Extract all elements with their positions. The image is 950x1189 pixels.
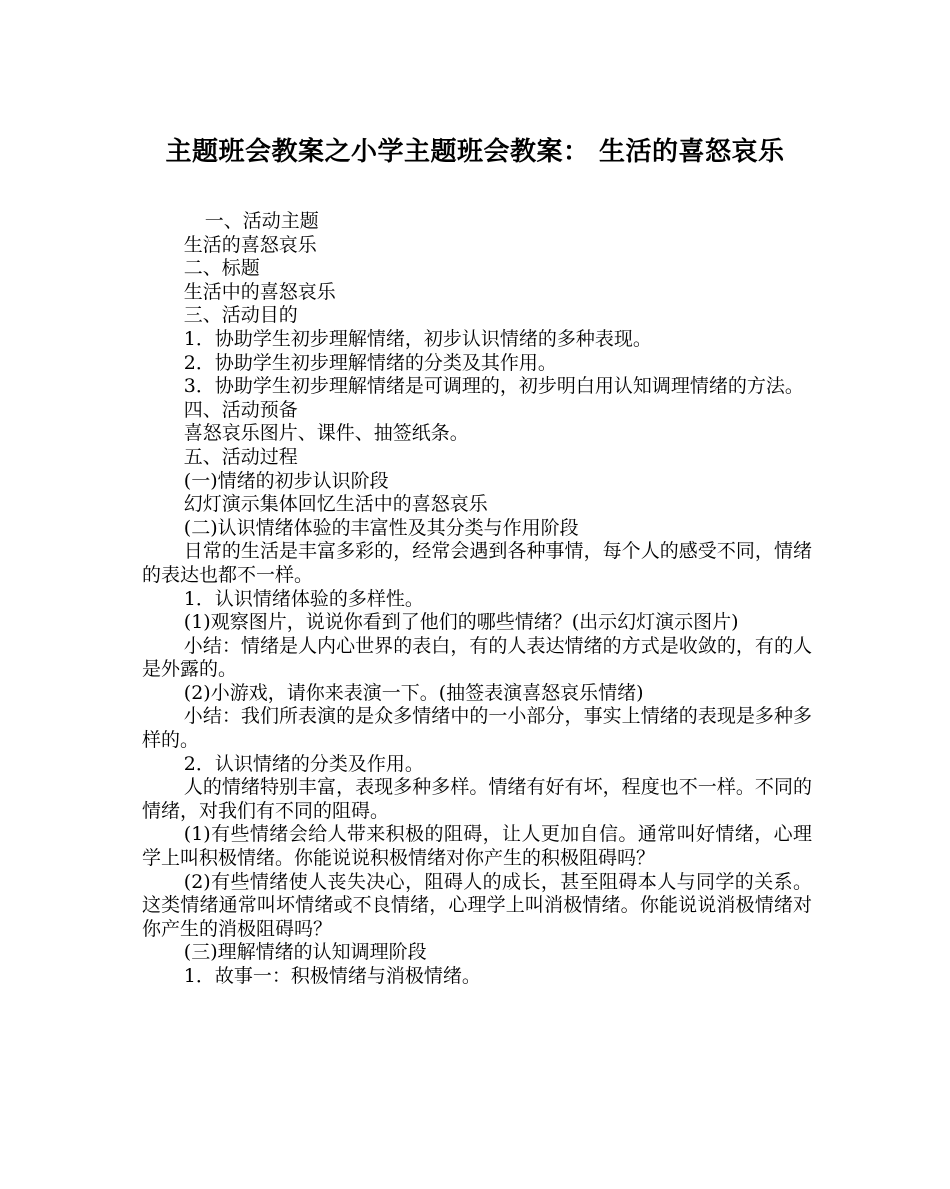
paragraph: 2．协助学生初步理解情绪的分类及其作用。 xyxy=(183,351,557,374)
paragraph: 喜怒哀乐图片、课件、抽签纸条。 xyxy=(183,422,469,445)
paragraph: (三)理解情绪的认知调理阶段 xyxy=(183,941,427,964)
paragraph: 一、活动主题 xyxy=(204,210,319,232)
paragraph: 人的情绪特别丰富，表现多种多样。情绪有好有坏，程度也不一样。不同的情绪，对我们有不同的阻碍。 xyxy=(142,776,812,822)
paragraph: 二、标题 xyxy=(183,257,260,280)
paragraph: 2．认识情绪的分类及作用。 xyxy=(183,752,424,775)
paragraph: 幻灯演示集体回忆生活中的喜怒哀乐 xyxy=(183,493,488,516)
paragraph: (二)认识情绪体验的丰富性及其分类与作用阶段 xyxy=(183,516,579,539)
paragraph: 1．认识情绪体验的多样性。 xyxy=(183,587,424,610)
paragraph: 日常的生活是丰富多彩的，经常会遇到各种事情，每个人的感受不同，情绪的表达也都不一样。 xyxy=(142,540,812,586)
paragraph: 1．故事一：积极情绪与消极情绪。 xyxy=(183,965,481,987)
paragraph: (1)有些情绪会给人带来积极的阻碍，让人更加自信。通常叫好情绪，心理学上叫积极情绪。你能说说积极情绪对你产生的积极阻碍吗？ xyxy=(142,823,812,870)
paragraph: 生活中的喜怒哀乐 xyxy=(183,280,336,303)
paragraph: (2)有些情绪使人丧失决心，阻碍人的成长，甚至阻碍本人与同学的关系。这类情绪通常叫坏情绪或不良情绪，心理学上叫消极情绪。你能说说消极情绪对你产生的消极阻碍吗？ xyxy=(142,870,812,940)
document-title: 主题班会教案之小学主题班会教案： 生活的喜怒哀乐 xyxy=(165,137,785,167)
document-body xyxy=(142,210,812,989)
paragraph: (一)情绪的初步认识阶段 xyxy=(183,469,389,492)
paragraph: 三、活动目的 xyxy=(183,304,298,327)
paragraph: 3．协助学生初步理解情绪是可调理的，初步明白用认知调理情绪的方法。 xyxy=(183,375,804,398)
paragraph: 四、活动预备 xyxy=(183,398,298,421)
paragraph: 五、活动过程 xyxy=(183,445,298,468)
paragraph: (1)观察图片，说说你看到了他们的哪些情绪？(出示幻灯演示图片) xyxy=(183,611,739,634)
paragraph: 生活的喜怒哀乐 xyxy=(183,233,317,256)
paragraph: 小结：我们所表演的是众多情绪中的一小部分，事实上情绪的表现是多种多样的。 xyxy=(142,705,812,752)
paragraph: 小结：情绪是人内心世界的表白，有的人表达情绪的方式是收敛的，有的人是外露的。 xyxy=(142,634,812,681)
paragraph: 1．协助学生初步理解情绪，初步认识情绪的多种表现。 xyxy=(183,327,652,350)
paragraph: (2)小游戏，请你来表演一下。(抽签表演喜怒哀乐情绪) xyxy=(183,681,644,704)
